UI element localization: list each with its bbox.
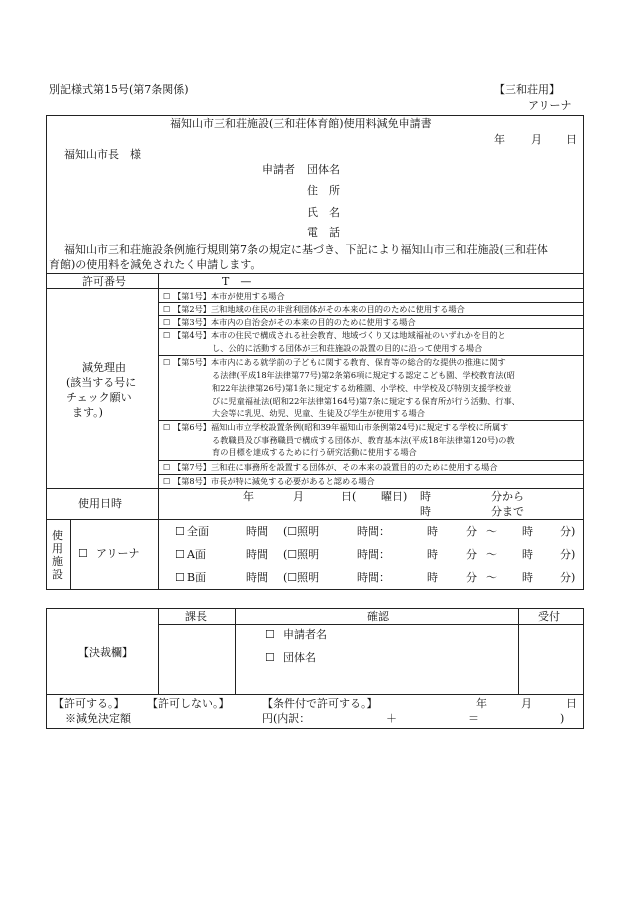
facility-b-name: B面 [187,571,207,584]
facility-full-tilde: ～ [486,525,497,538]
usage-start-minute[interactable]: 分から [491,490,524,503]
permit-number-label: 許可番号 [82,275,126,288]
decision-form [46,608,584,729]
form-title: 福知山市三和荘施設(三和荘体育館)使用料減免申請書 [170,117,432,130]
facility-label-3: 施 [52,555,63,568]
reduction-amount-label: ※減免決定額 [65,712,131,725]
reason-8-checkbox[interactable] [163,477,170,485]
form-number: 別記様式第15号(第7条関係) [49,83,189,96]
reject-option[interactable]: 【許可しない。】 [147,697,230,710]
usage-day[interactable]: 日( [341,490,357,503]
facility-b-lighting-hours: 時間： [357,571,390,584]
confirm-applicant-checkbox[interactable] [265,629,275,640]
reason-4-text-1: 【第4号】本市の住民で構成される社会教育、地域づくり又は地域福祉のいずれかを目的と [173,330,506,340]
facility-a-h1: 時 [427,548,438,561]
reason-6-text-1: 【第6号】福知山市立学校設置条例(昭和39年福知山市条例第24号)に規定する学校に所属す [173,422,509,432]
facility-b-h1: 時 [427,571,438,584]
reason-6-checkbox[interactable] [163,423,170,431]
confirm-group-checkbox[interactable] [265,652,275,663]
usage-end-minute[interactable]: 分まで [491,505,524,518]
reason-5-text-5: 大会等に乳児、幼児、児童、生徒及び学生が使用する場合 [212,408,425,418]
category-label: 【三和荘用】 [494,83,560,96]
facility-a-m1: 分 [466,548,477,561]
reason-label-4: ます。) [72,406,103,419]
reason-8-text: 【第8号】市長が特に減免する必要があると認める場合 [173,476,375,486]
col-confirm: 確認 [367,610,389,623]
col-chief: 課長 [185,610,207,623]
usage-end-hour[interactable]: 時 [420,505,431,518]
reason-6-text-2: る教職員及び事務職員で構成する団体が、教育基本法(平成18年法律第120号)の教 [212,435,515,445]
facility-label-4: 設 [52,568,63,581]
usage-weekday[interactable]: 曜日) [381,490,408,503]
reason-1-text: 【第1号】本市が使用する場合 [173,291,285,301]
usage-start-hour[interactable]: 時 [420,490,431,503]
arena-checkbox[interactable] [78,548,88,559]
facility-a-checkbox[interactable] [175,549,185,560]
date-year: 年 [494,133,505,146]
facility-full-m2: 分) [560,525,576,538]
facility-b-checkbox[interactable] [175,572,185,583]
facility-b-lighting[interactable]: (☐照明 [283,571,320,584]
decision-day: 日 [566,697,577,710]
facility-full-h2: 時 [522,525,533,538]
field-name: 氏 名 [307,206,340,219]
reason-3-text: 【第3号】本市内の自治会がその本来の目的のために使用する場合 [173,317,416,327]
reason-label-3: チェック願い [66,391,132,404]
facility-a-lighting-hours: 時間： [357,548,390,561]
facility-full-m1: 分 [466,525,477,538]
facility-full-lighting[interactable]: (☐照明 [283,525,320,538]
usage-month[interactable]: 月 [293,490,304,503]
reason-5-text-2: る法律(平成18年法律第77号)第2条第6項に規定する認定こども園、学校教育法(昭 [212,370,515,380]
approve-option[interactable]: 【許可する。】 [53,697,125,710]
reason-5-checkbox[interactable] [163,358,170,366]
conditional-option[interactable]: 【条件付で許可する。】 [262,697,378,710]
facility-type-label: アリーナ [528,99,572,112]
field-phone: 電 話 [307,226,340,239]
reason-4-checkbox[interactable] [163,331,170,339]
decision-label: 【決裁欄】 [78,646,133,659]
facility-a-hours: 時間 [246,548,268,561]
facility-b-h2: 時 [522,571,533,584]
facility-a-m2: 分) [560,548,576,561]
amount-equals: ＝ [468,712,479,725]
facility-full-checkbox[interactable] [175,526,185,537]
facility-label-1: 使 [52,529,63,542]
decision-year: 年 [476,697,487,710]
facility-a-tilde: ～ [486,548,497,561]
intro-text-1: 福知山市三和荘施設条例施行規則第7条の規定に基づき、下記により福知山市三和荘施設(三和荘体 [64,243,548,256]
reason-1-checkbox[interactable] [163,292,170,300]
confirm-group-label: 団体名 [283,651,316,664]
reason-5-text-1: 【第5号】本市内にある就学前の子どもに関する教育、保育等の総合的な提供の推進に関す [173,357,506,367]
reason-6-text-3: 育の目標を達成するために行う研究活動に使用する場合 [212,447,417,457]
reason-label-1: 減免理由 [82,361,126,374]
permit-number-value[interactable]: T — [222,275,252,288]
col-receipt: 受付 [538,610,560,623]
intro-text-2: 育館)の使用料を減免されたく申請します。 [49,258,262,271]
facility-full-lighting-hours: 時間： [357,525,390,538]
reason-3-checkbox[interactable] [163,318,170,326]
arena-option-label: アリーナ [96,547,140,560]
facility-b-tilde: ～ [486,571,497,584]
facility-b-m1: 分 [466,571,477,584]
amount-close: ) [560,712,565,725]
facility-full-hours: 時間 [246,525,268,538]
reason-4-text-2: し、公的に活動する団体が三和荘施設の設置の目的に沿って使用する場合 [212,343,483,353]
addressee: 福知山市長 様 [64,148,141,161]
date-day: 日 [566,133,577,146]
reason-5-text-3: 和22年法律第26号)第1条に規定する幼稚園、小学校、中学校及び特別支援学校並 [212,383,512,393]
usage-datetime-label: 使用日時 [78,497,122,510]
facility-b-hours: 時間 [246,571,268,584]
facility-a-lighting[interactable]: (☐照明 [283,548,320,561]
field-address: 住 所 [307,184,340,197]
field-group-name: 団体名 [307,163,340,176]
reason-7-checkbox[interactable] [163,463,170,471]
facility-b-m2: 分) [560,571,576,584]
amount-plus: ＋ [386,712,397,725]
facility-full-name: 全面 [187,525,209,538]
confirm-applicant-label: 申請者名 [283,628,327,641]
facility-a-name: A面 [187,548,206,561]
date-month: 月 [531,133,542,146]
decision-month: 月 [521,697,532,710]
reason-5-text-4: びに児童福祉法(昭和22年法律第164号)第7条に規定する保育所が行う活動、行事、 [212,396,520,406]
reason-2-checkbox[interactable] [163,305,170,313]
reason-7-text: 【第7号】三和荘に事務所を設置する団体が、その本来の設置目的のために使用する場合 [173,462,498,472]
reason-label-2: (該当する号に [66,376,137,389]
reason-2-text: 【第2号】三和地域の住民の非営利団体がその本来の目的のために使用する場合 [173,304,465,314]
facility-a-h2: 時 [522,548,533,561]
usage-year[interactable]: 年 [243,490,254,503]
amount-unit: 円(内訳： [262,712,311,725]
facility-label-2: 用 [52,542,63,555]
facility-full-h1: 時 [427,525,438,538]
applicant-label: 申請者 [262,163,295,176]
